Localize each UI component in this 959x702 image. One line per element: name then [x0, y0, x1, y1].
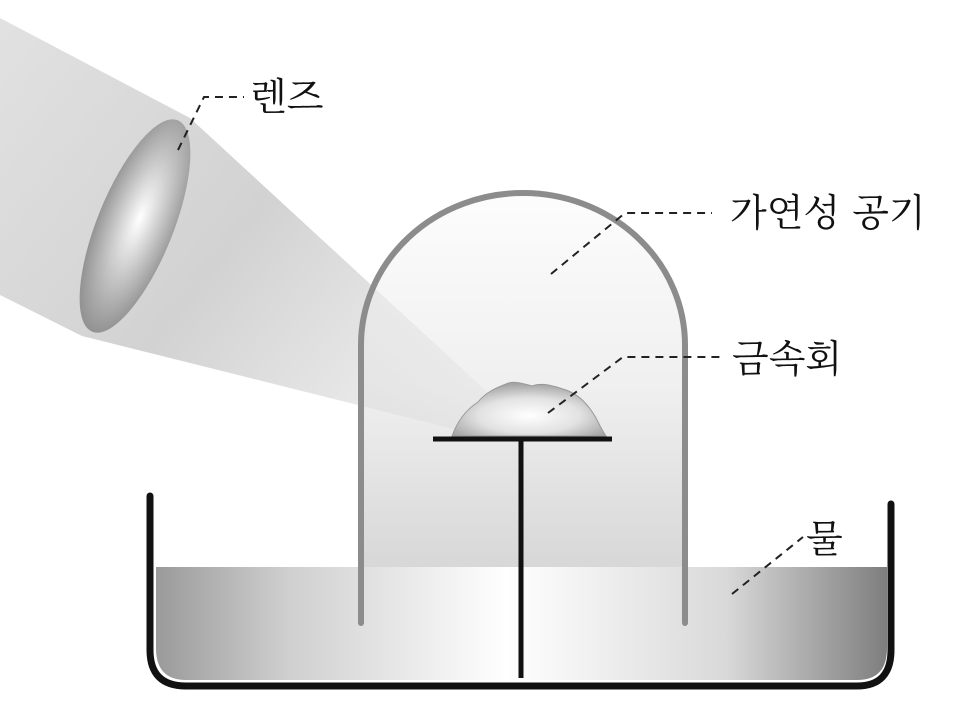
metal-ash-label: 금속회 [732, 337, 843, 381]
water-label: 물 [806, 517, 843, 561]
lens-label: 렌즈 [250, 75, 324, 119]
flammable-air-label: 가연성 공기 [730, 191, 926, 235]
